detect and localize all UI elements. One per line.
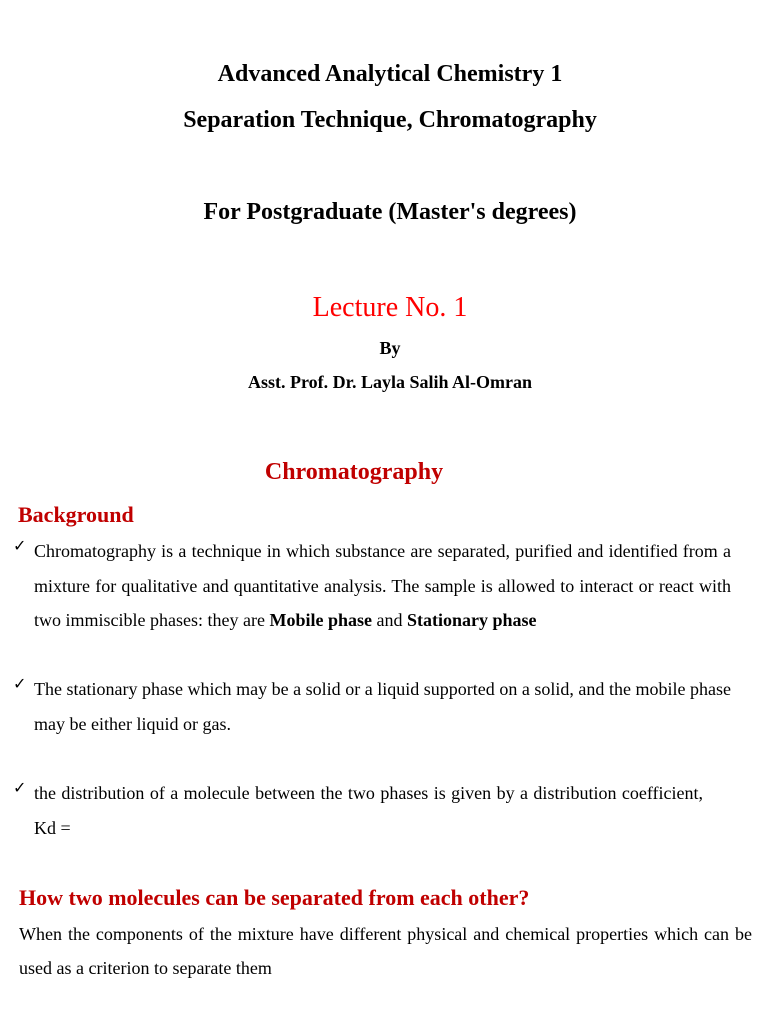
bullet-text: The stationary phase which may be a solid or a liquid supported on a solid, and the mobile phase may be either liquid or gas. xyxy=(34,679,731,734)
answer-paragraph: When the components of the mixture have different physical and chemical properties which can be used as a criterion to separate them xyxy=(19,924,752,978)
section-title: Chromatography xyxy=(264,459,444,485)
audience-line: For Postgraduate (Master's degrees) xyxy=(203,199,577,225)
bullet-text-connector: and xyxy=(371,610,407,630)
course-title: Advanced Analytical Chemistry 1 xyxy=(217,61,563,87)
stationary-phase-term: Stationary phase xyxy=(406,610,537,630)
lecture-number: Lecture No. 1 xyxy=(312,292,468,323)
bullet-item-definition xyxy=(13,534,731,638)
question-heading: How two molecules can be separated from each other? xyxy=(19,885,530,910)
by-label: By xyxy=(379,338,401,358)
bullet-item-phases xyxy=(13,672,731,741)
checkmark-icon: ✓ xyxy=(13,674,27,693)
bullet-item-distribution xyxy=(13,776,731,845)
bullet-text-body: Chromatography is a technique in which substance are separated, purified and identified from a mixture for qualitative and quantitative analysis. The sample is allowed to interact or react with two immiscible phases: they are xyxy=(34,541,731,630)
bullet-text xyxy=(34,776,731,845)
kd-formula: Kd = xyxy=(34,817,71,838)
bullet-text-body: the distribution of a molecule between the two phases is given by a distribution coefficient, xyxy=(34,783,703,803)
author-name: Asst. Prof. Dr. Layla Salih Al-Omran xyxy=(247,372,533,392)
bullet-text xyxy=(34,534,731,638)
checkmark-icon: ✓ xyxy=(13,778,27,797)
mobile-phase-term: Mobile phase xyxy=(269,610,372,630)
course-subtitle: Separation Technique, Chromatography xyxy=(183,107,597,133)
checkmark-icon: ✓ xyxy=(13,536,27,555)
background-heading: Background xyxy=(18,502,134,527)
